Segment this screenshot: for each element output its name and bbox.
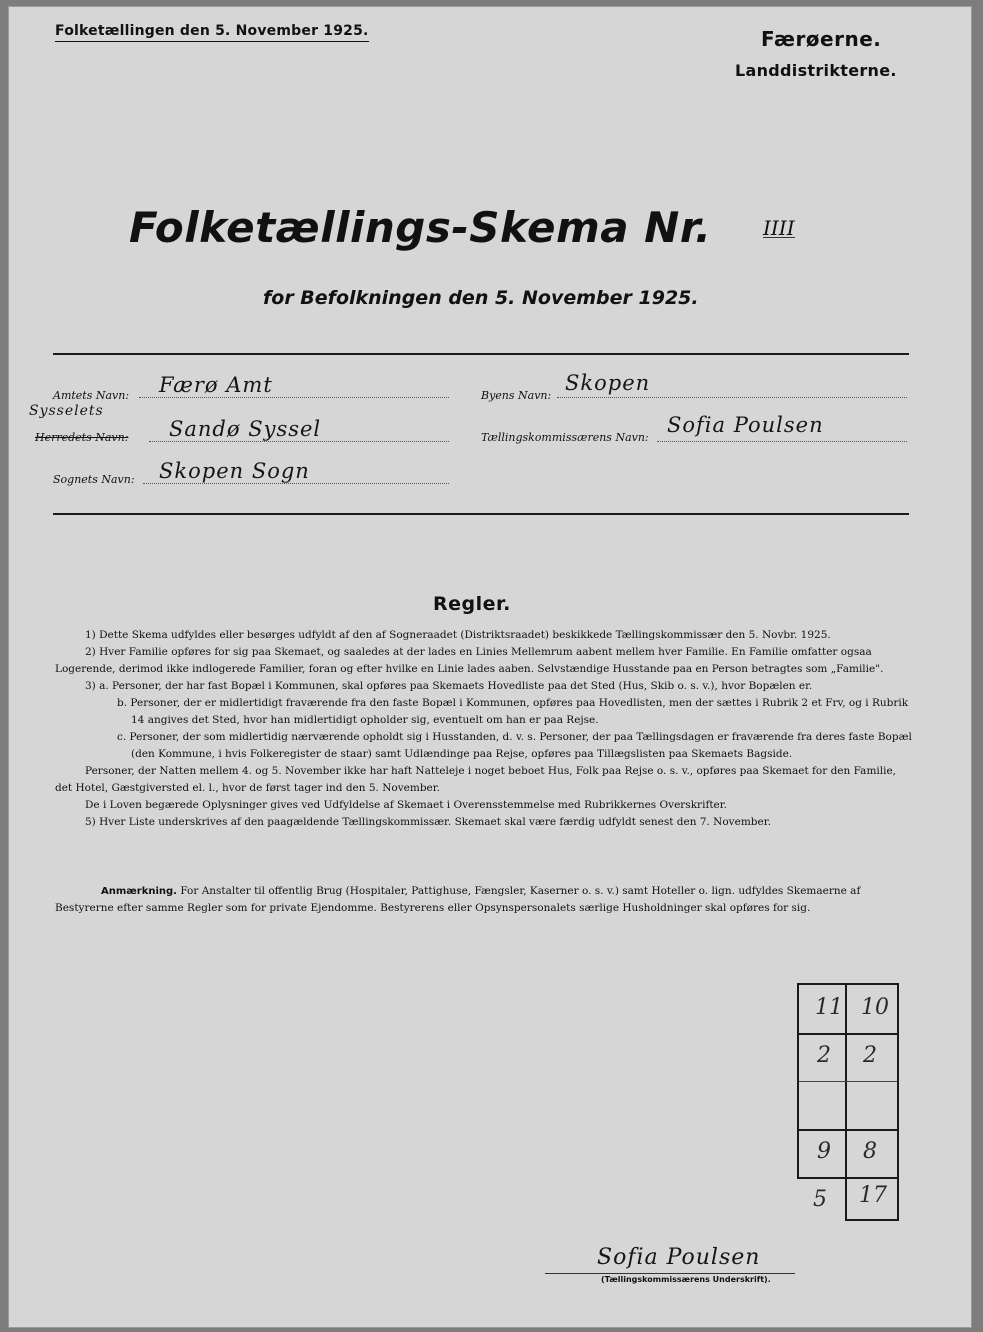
header-region: Færøerne. xyxy=(761,27,882,51)
form-title: Folketællings-Skema Nr. xyxy=(129,203,712,252)
rule-1: 1) Dette Skema udfyldes eller besørges udfyldt af den af Sogneraadet (Distriktsraadet) beskikkede Tællingskommissær den 5. Novbr. 1925. xyxy=(85,629,831,641)
amt-label: Amtets Navn: xyxy=(53,389,130,402)
divider-top xyxy=(53,353,909,355)
signature-caption: (Tællingskommissærens Underskrift). xyxy=(601,1275,771,1284)
tally-r2c2: 2 xyxy=(863,1043,877,1068)
sogn-label: Sognets Navn: xyxy=(53,473,135,486)
tally-r4c2: 8 xyxy=(863,1139,877,1164)
signature: Sofia Poulsen xyxy=(597,1245,761,1270)
form-number: IIII xyxy=(763,216,795,240)
tally-total-box xyxy=(845,1173,899,1221)
rule-3c: c. Personer, der som midlertidig nærværende opholdt sig i Husstanden, d. v. s. Personer, der paa Tællingsdagen er fraværende fra deres faste Bopæl (den Kommune, i hvis Folkeregister de staar) samt Udlændinge paa Rejse, opføres paa Tillægslisten paa Skemaets Bagside. xyxy=(117,731,912,760)
herred-label: Herredets Navn: xyxy=(35,431,129,444)
census-form xyxy=(8,6,972,1328)
header-census-date: Folketællingen den 5. November 1925. xyxy=(55,23,369,42)
tally-r1c2: 10 xyxy=(861,995,889,1020)
rules-heading: Regler. xyxy=(433,593,511,615)
tally-grid xyxy=(797,983,899,1179)
tally-r5c2: 17 xyxy=(859,1183,887,1208)
sogn-value: Skopen Sogn xyxy=(159,459,310,483)
tally-grid-hline-1 xyxy=(799,1033,897,1035)
tally-r4c1: 9 xyxy=(817,1139,831,1164)
rule-3a: 3) a. Personer, der har fast Bopæl i Kommunen, skal opføres paa Skemaets Hovedliste paa det Sted (Hus, Skib o. s. v.), hvor Bopælen er. xyxy=(85,680,813,692)
tally-grid-hline-3 xyxy=(799,1129,897,1131)
note-label: Anmærkning. xyxy=(101,886,177,897)
herred-correction: Sysselets xyxy=(29,403,104,419)
by-value: Skopen xyxy=(565,371,651,395)
rule-2: 2) Hver Familie opføres for sig paa Skemaet, og saaledes at der lades en Linies Mellemrum aabent mellem hver Familie. En Familie omfatter ogsaa Logerende, derimod ikke indlogerede Familier, foran og efter hvilke en Linie lades aaben. Selvstændige Husstande paa en Person betragtes som „Familie". xyxy=(55,646,884,675)
rule-4b: De i Loven begærede Oplysninger gives ved Udfyldelse af Skemaet i Overensstemmelse med Rubrikkernes Overskrifter. xyxy=(85,799,727,811)
note-text: For Anstalter til offentlig Brug (Hospitaler, Pattighuse, Fængsler, Kaserner o. s. v.) samt Hoteller o. lign. udfyldes Skemaerne af Bestyrerne efter samme Regler som for private Ejendomme. Bestyrerens eller Opsynspersonalets særlige Husholdninger skal opføres for sig. xyxy=(55,885,861,914)
rule-4: Personer, der Natten mellem 4. og 5. November ikke har haft Natteleje i noget beboet Hus, Folk paa Rejse o. s. v., opføres paa Skemaet for den Familie, det Hotel, Gæstgiversted el. l., hvor de først tager ind den 5. November. xyxy=(55,765,897,794)
amt-value: Færø Amt xyxy=(159,373,273,397)
divider-bottom xyxy=(53,513,909,515)
herred-value: Sandø Syssel xyxy=(169,417,322,441)
header-district-type: Landdistrikterne. xyxy=(735,61,897,80)
by-label: Byens Navn: xyxy=(481,389,552,402)
note xyxy=(55,883,915,917)
rule-3b: b. Personer, der er midlertidigt fraværende fra den faste Bopæl i Kommunen, opføres paa Hovedlisten, men der sættes i Rubrik 2 et Frv, og i Rubrik 14 angives det Sted, hvor han midlertidigt opholder sig, eventuelt om han er paa Rejse. xyxy=(117,697,909,726)
tally-grid-hline-2 xyxy=(799,1081,897,1082)
signature-line xyxy=(545,1273,795,1274)
kommissaer-label: Tællingskommissærens Navn: xyxy=(481,431,649,444)
tally-r5c1: 5 xyxy=(813,1187,827,1212)
rules-body xyxy=(55,627,915,831)
tally-r2c1: 2 xyxy=(817,1043,831,1068)
rule-5: 5) Hver Liste underskrives af den paagældende Tællingskommissær. Skemaet skal være færdig udfyldt senest den 7. November. xyxy=(85,816,771,828)
kommissaer-value: Sofia Poulsen xyxy=(667,413,824,437)
form-subtitle: for Befolkningen den 5. November 1925. xyxy=(263,287,699,309)
tally-r1c1: 11 xyxy=(815,995,843,1020)
